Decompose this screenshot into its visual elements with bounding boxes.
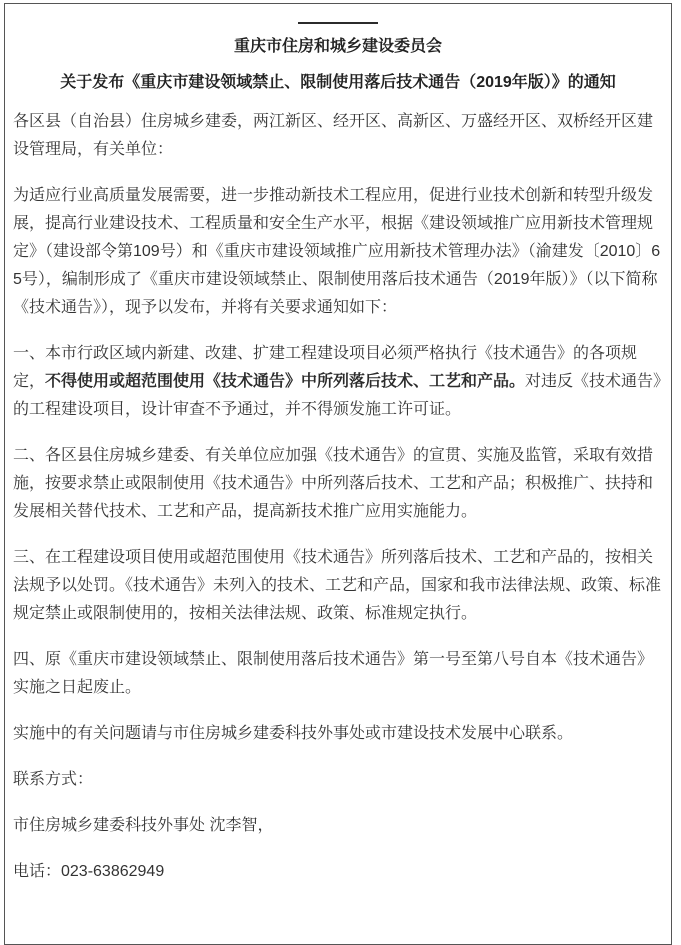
top-divider <box>298 22 378 24</box>
contact-label: 联系方式： <box>13 771 94 788</box>
item-4-paragraph: 四、原《重庆市建设领域禁止、限制使用落后技术通告》第一号至第八号自本《技术通告》实施之日起废止。 <box>13 651 654 696</box>
contact-person: 市住房城乡建委科技外事处 沈李智， <box>13 817 274 834</box>
closing-paragraph: 实施中的有关问题请与市住房城乡建委科技外事处或市建设技术发展中心联系。 <box>13 725 574 742</box>
org-title: 重庆市住房和城乡建设委员会 <box>233 38 442 55</box>
document-frame <box>4 3 672 945</box>
item-1-text-bold: 不得使用或超范围使用《技术通告》中所列落后技术、工艺和产品。 <box>45 373 526 390</box>
item-1-text-pre: 一、本市行政区域内新建、改建、扩建工程建设项目必须严格执行《技术通告》的各项规定， <box>13 345 638 390</box>
contact-phone: 电话：023-63862949 <box>13 863 165 880</box>
item-1-text-post: 对违反《技术通告》的工程建设项目，设计审查不予通过，并不得颁发施工许可证。 <box>13 373 662 418</box>
doc-title: 关于发布《重庆市建设领域禁止、限制使用落后技术通告（2019年版）》的通知 <box>60 74 616 91</box>
item-3-paragraph: 三、在工程建设项目使用或超范围使用《技术通告》所列落后技术、工艺和产品的，按相关法规予以处罚。《技术通告》未列入的技术、工艺和产品，国家和我市法律法规、政策、标准规定禁止或限制使用的，按相关法律法规、政策、标准规定执行。 <box>13 549 662 622</box>
item-2-paragraph: 二、各区县住房城乡建委、有关单位应加强《技术通告》的宣贯、实施及监管，采取有效措施，按要求禁止或限制使用《技术通告》中所列落后技术、工艺和产品；积极推广、扶持和发展相关替代技术、工艺和产品，提高新技术推广应用实施能力。 <box>13 447 654 520</box>
salutation-paragraph: 各区县（自治县）住房城乡建委，两江新区、经开区、高新区、万盛经开区、双桥经开区建设管理局，有关单位： <box>13 113 654 158</box>
item-1-paragraph <box>13 340 663 424</box>
intro-paragraph: 为适应行业高质量发展需要，进一步推动新技术工程应用，促进行业技术创新和转型升级发展，提高行业建设技术、工程质量和安全生产水平，根据《建设领域推广应用新技术管理规定》（建设部令第109号）和《重庆市建设领域推广应用新技术管理办法》（渝建发〔2010〕65号），编制形成了《重庆市建设领域禁止、限制使用落后技术通告（2019年版）》（以下简称《技术通告》），现予以发布，并将有关要求通知如下： <box>13 187 661 316</box>
